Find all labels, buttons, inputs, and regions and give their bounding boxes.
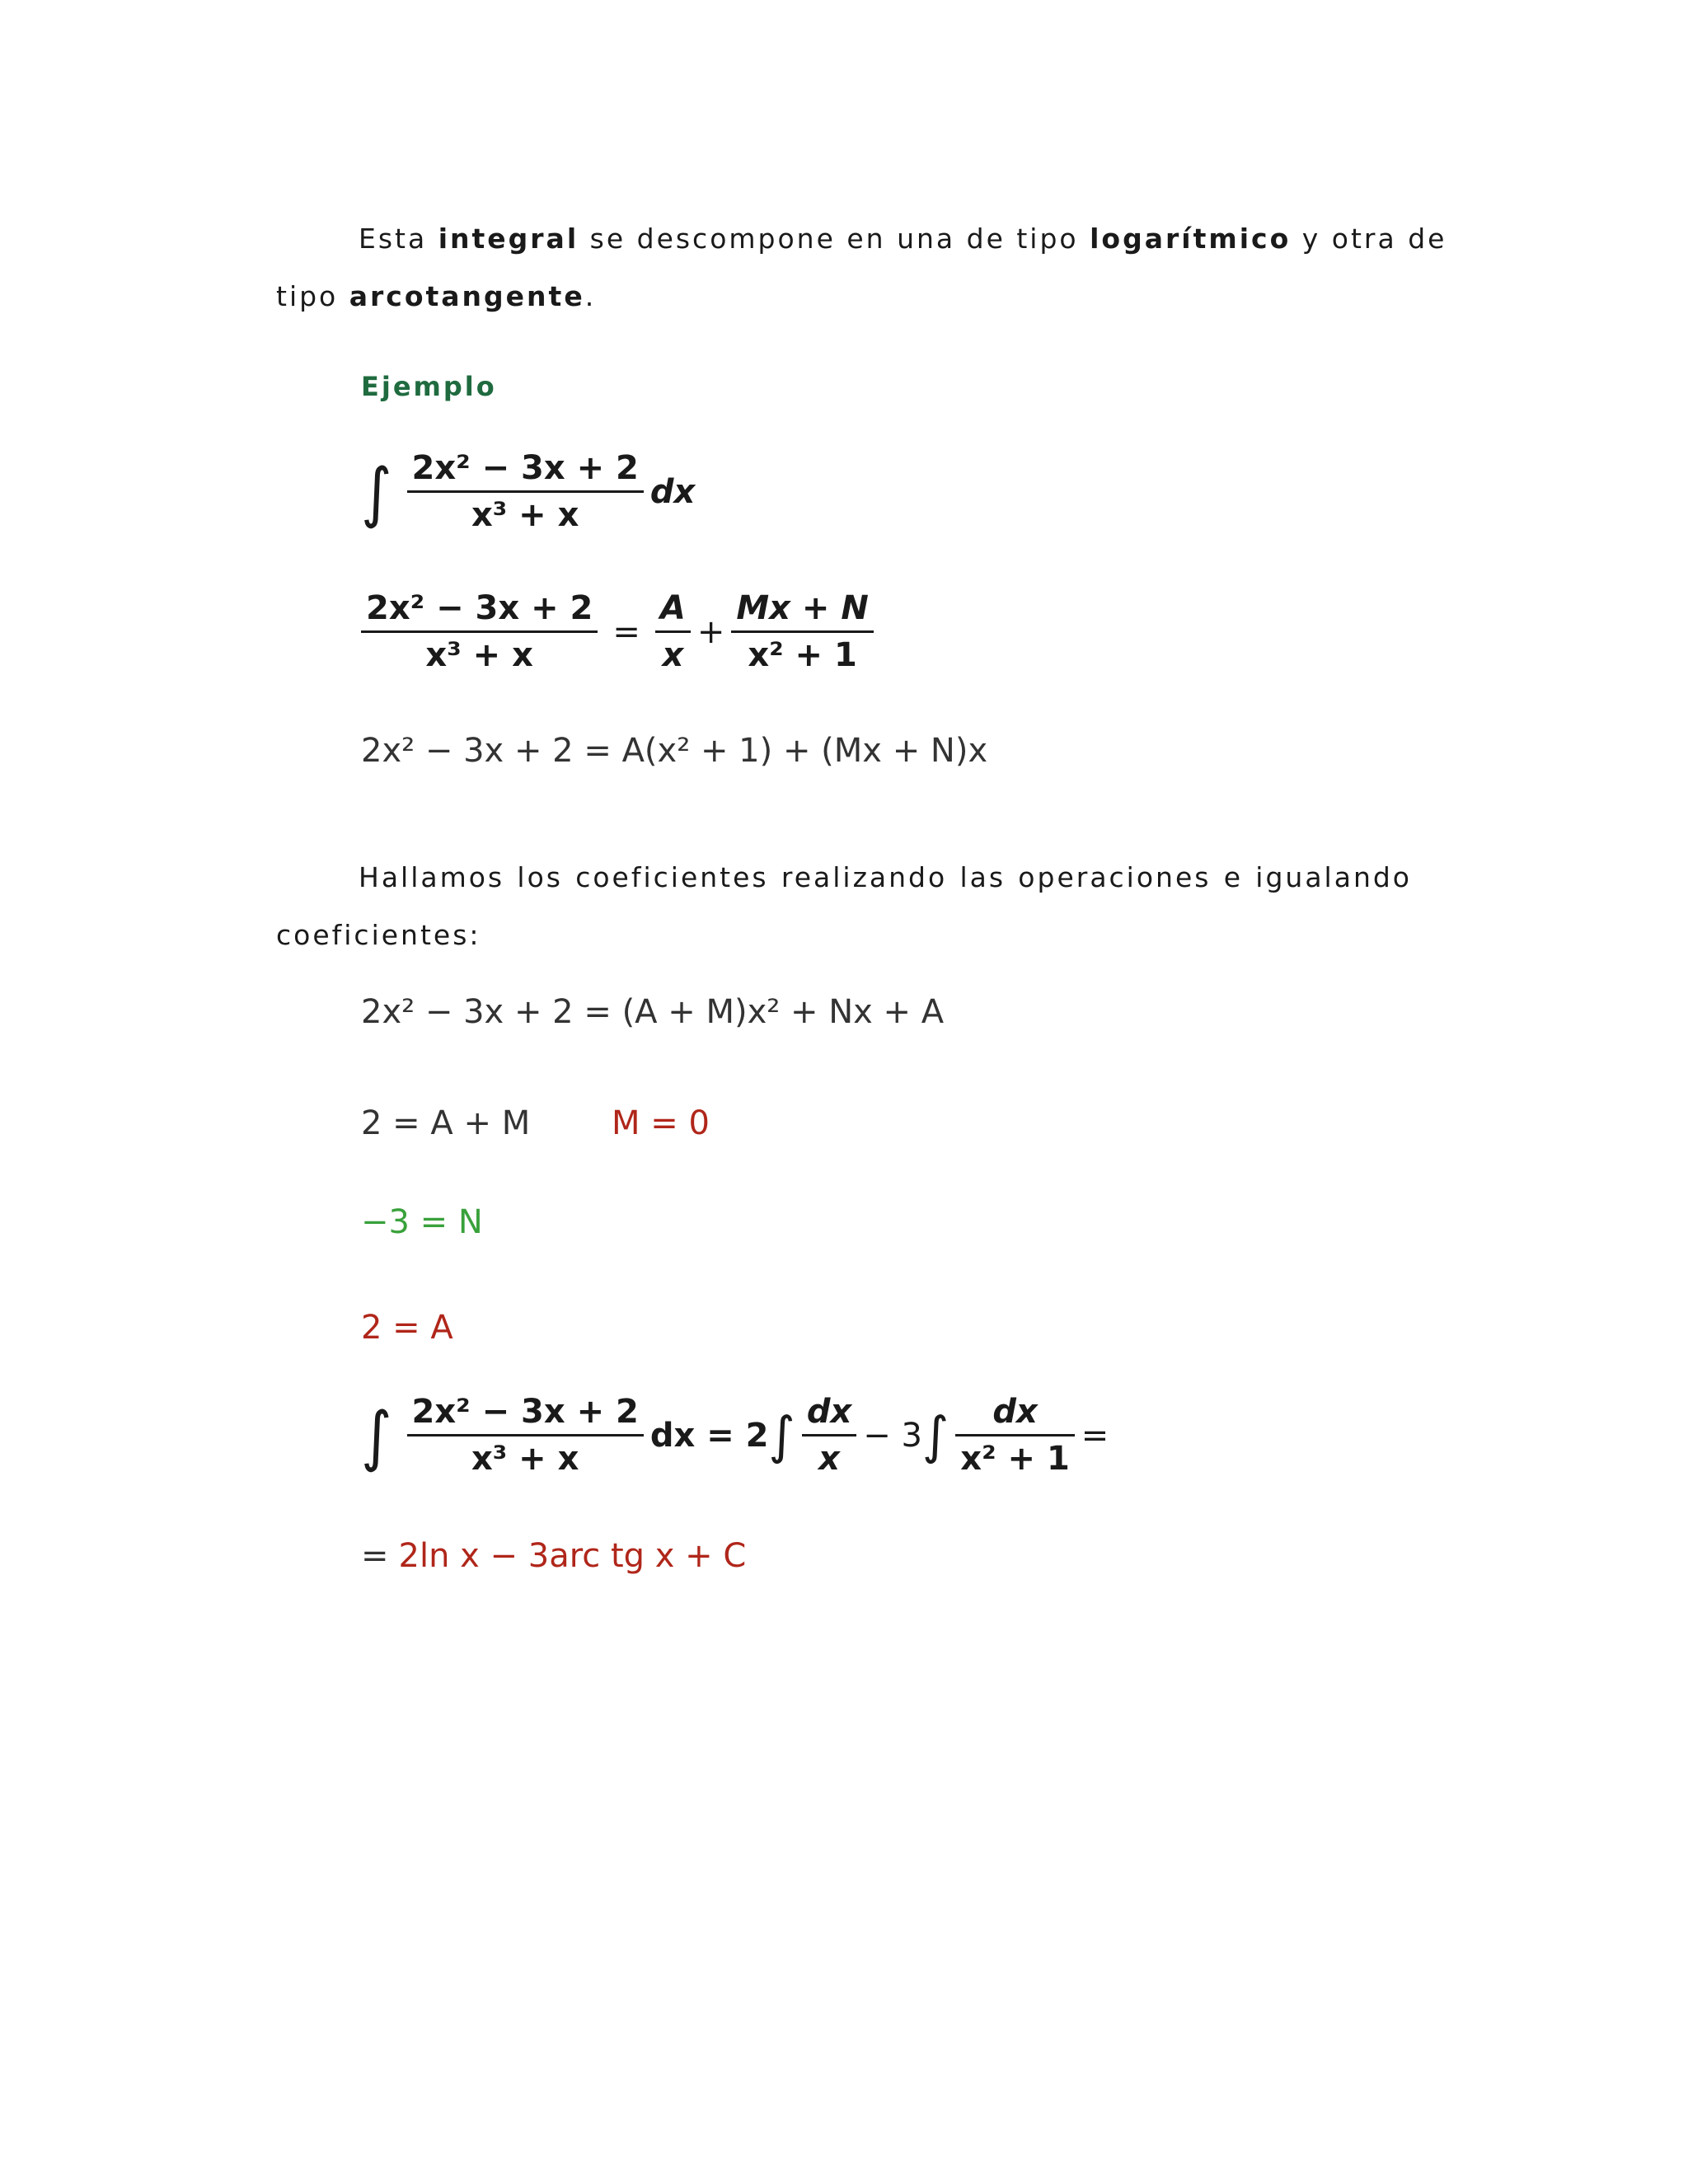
numerator: 2x² − 3x + 2 bbox=[411, 449, 639, 487]
integral-sign-icon: ∫ bbox=[921, 1404, 950, 1465]
example-heading: Ejemplo bbox=[361, 371, 497, 402]
result-m bbox=[612, 1104, 710, 1142]
equals-sign: = bbox=[1081, 1416, 1109, 1455]
equation-right: M = 0 bbox=[612, 1104, 710, 1142]
denominator: x³ + x bbox=[471, 496, 579, 534]
fraction-bar bbox=[407, 490, 644, 493]
fraction bbox=[955, 1393, 1075, 1478]
equation-left: 2 = A + M bbox=[361, 1104, 531, 1142]
fraction bbox=[731, 589, 873, 674]
denominator: x bbox=[662, 636, 684, 674]
bold-term-integral: integral bbox=[438, 223, 579, 255]
fraction-bar bbox=[407, 1434, 644, 1436]
equation-integral bbox=[361, 449, 695, 534]
fraction bbox=[802, 1393, 856, 1478]
differential: dx bbox=[649, 472, 696, 511]
fraction-bar bbox=[955, 1434, 1075, 1436]
bold-term-logaritmico: logarítmico bbox=[1090, 223, 1292, 255]
denominator: x² + 1 bbox=[960, 1440, 1070, 1478]
fraction-bar bbox=[655, 630, 691, 633]
fraction bbox=[361, 589, 598, 674]
integral-sign-icon: ∫ bbox=[361, 1397, 392, 1474]
denominator: x³ + x bbox=[471, 1440, 579, 1478]
equation-result bbox=[361, 1537, 746, 1575]
coefficients-line-2: coeficientes: bbox=[276, 919, 481, 951]
coefficients-paragraph bbox=[276, 849, 1412, 964]
bold-term-arcotangente: arcotangente bbox=[349, 280, 585, 312]
numerator: dx bbox=[992, 1393, 1038, 1431]
intro-paragraph bbox=[276, 210, 1447, 326]
equation-text: 2x² − 3x + 2 = A(x² + 1) + (Mx + N)x bbox=[361, 732, 988, 770]
numerator: A bbox=[659, 589, 686, 627]
equation-integral-split bbox=[361, 1393, 1109, 1478]
integral-sign-icon: ∫ bbox=[768, 1404, 795, 1465]
denominator: x bbox=[818, 1440, 840, 1478]
equals-sign: = bbox=[612, 612, 640, 651]
minus-coefficient: − 3 bbox=[863, 1416, 922, 1455]
equation-text: 2x² − 3x + 2 = (A + M)x² + Nx + A bbox=[361, 993, 945, 1031]
fraction-bar bbox=[361, 630, 598, 633]
differential-and-coefficient: dx = 2 bbox=[649, 1416, 769, 1455]
text-run: Esta bbox=[359, 223, 438, 255]
coefficients-line-1: Hallamos los coeficientes realizando las operaciones e igualando bbox=[359, 861, 1412, 893]
denominator: x³ + x bbox=[425, 636, 533, 674]
fraction bbox=[655, 589, 691, 674]
fraction bbox=[407, 449, 644, 534]
denominator: x² + 1 bbox=[748, 636, 857, 674]
plus-sign: + bbox=[696, 612, 725, 651]
equation-text: 2 = A bbox=[361, 1309, 453, 1347]
text-run: y otra de bbox=[1291, 223, 1447, 255]
numerator: 2x² − 3x + 2 bbox=[411, 1393, 639, 1431]
result-n bbox=[361, 1203, 483, 1241]
equation-text: −3 = N bbox=[361, 1203, 483, 1241]
text-run: se descompone en una de tipo bbox=[579, 223, 1090, 255]
equals-sign: = bbox=[361, 1537, 389, 1575]
result-a bbox=[361, 1309, 453, 1347]
fraction bbox=[407, 1393, 644, 1478]
intro-line-2 bbox=[276, 268, 1412, 326]
fraction-bar bbox=[731, 630, 873, 633]
equation-system-1 bbox=[361, 1104, 530, 1142]
text-run: . bbox=[584, 280, 597, 312]
numerator: Mx + N bbox=[736, 589, 869, 627]
equation-partial-fractions bbox=[361, 589, 880, 674]
integral-sign-icon: ∫ bbox=[361, 453, 392, 530]
intro-line-1 bbox=[276, 210, 1447, 268]
equation-grouped bbox=[361, 993, 944, 1031]
fraction-bar bbox=[802, 1434, 856, 1436]
final-result: 2ln x − 3arc tg x + C bbox=[398, 1537, 747, 1575]
numerator: 2x² − 3x + 2 bbox=[366, 589, 593, 627]
equation-expanded bbox=[361, 732, 987, 770]
text-run: tipo bbox=[276, 280, 349, 312]
numerator: dx bbox=[806, 1393, 852, 1431]
